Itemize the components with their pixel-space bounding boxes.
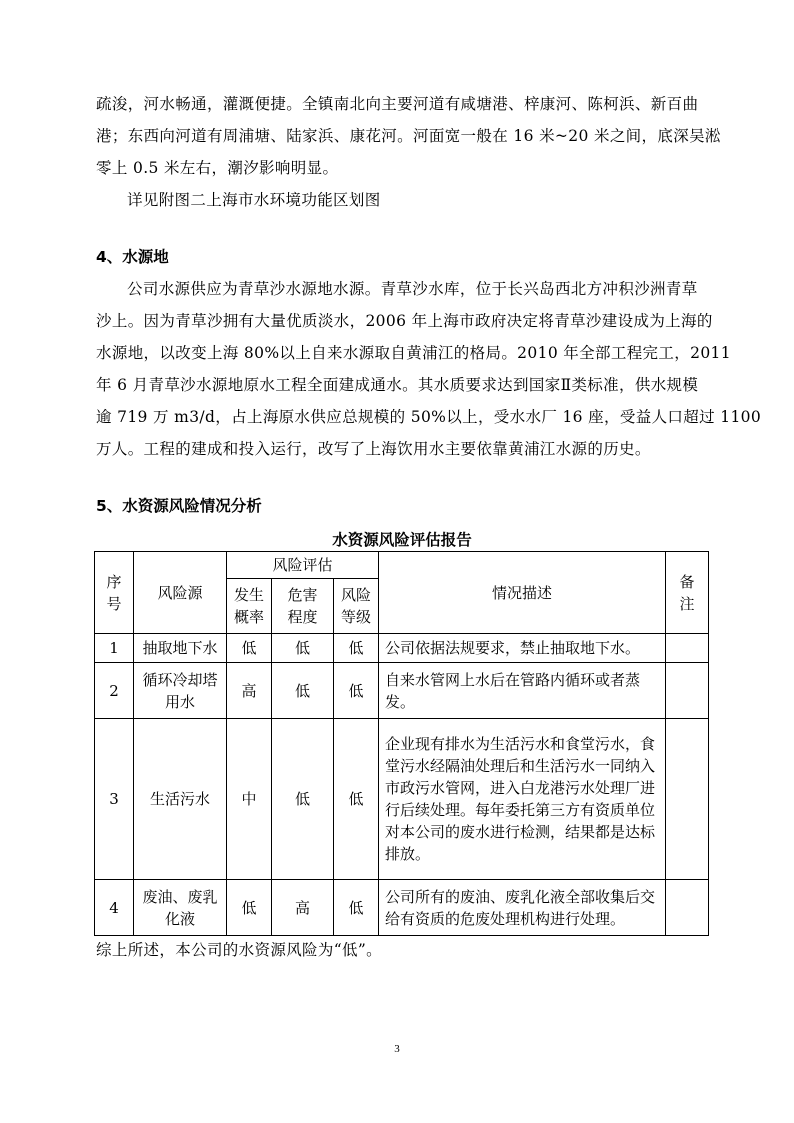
cell-seq: 4	[95, 880, 134, 936]
cell-severity: 低	[272, 663, 334, 719]
cell-remarks	[666, 719, 709, 880]
cell-level: 低	[334, 634, 379, 663]
cell-severity: 低	[272, 719, 334, 880]
page-number: 3	[394, 1043, 400, 1055]
cell-level: 低	[334, 880, 379, 936]
paragraph-line: 零上 0.5 米左右，潮汐影响明显。	[96, 159, 339, 177]
paragraph-line: 疏浚，河水畅通，灌溉便捷。全镇南北向主要河道有咸塘港、梓康河、陈柯浜、新百曲	[96, 95, 699, 113]
cell-seq: 3	[95, 719, 134, 880]
header-severity: 危害程度	[272, 579, 334, 634]
paragraph-line: 港；东西向河道有周浦塘、陆家浜、康花河。河面宽一般在 16 米~20 米之间，底深吴淞	[96, 127, 721, 145]
table-row	[95, 719, 709, 880]
cell-description: 公司依据法规要求，禁止抽取地下水。	[379, 634, 666, 663]
cell-remarks	[666, 663, 709, 719]
cell-source: 生活污水	[134, 719, 227, 880]
cell-probability: 低	[227, 634, 272, 663]
header-level: 风险等级	[334, 579, 379, 634]
header-seq: 序号	[95, 552, 134, 634]
cell-seq: 1	[95, 634, 134, 663]
cell-remarks	[666, 634, 709, 663]
paragraph-line: 万人。工程的建成和投入运行，改写了上海饮用水主要依靠黄浦江水源的历史。	[96, 440, 651, 458]
header-probability: 发生概率	[227, 579, 272, 634]
section-heading-risk-analysis: 5、水资源风险情况分析	[96, 497, 262, 515]
cell-severity: 高	[272, 880, 334, 936]
cell-source: 抽取地下水	[134, 634, 227, 663]
paragraph-line: 水源地，以改变上海 80%以上自来水源取自黄浦江的格局。2010 年全部工程完工，2011	[96, 344, 731, 362]
table-title: 水资源风险评估报告	[332, 531, 472, 549]
cell-probability: 中	[227, 719, 272, 880]
cell-probability: 高	[227, 663, 272, 719]
figure-reference: 详见附图二上海市水环境功能区划图	[127, 191, 381, 209]
cell-description: 自来水管网上水后在管路内循环或者蒸发。	[379, 663, 666, 719]
cell-description: 公司所有的废油、废乳化液全部收集后交给有资质的危废处理机构进行处理。	[379, 880, 666, 936]
header-description: 情况描述	[379, 552, 666, 634]
paragraph-line: 年 6 月青草沙水源地原水工程全面建成通水。其水质要求达到国家Ⅱ类标准，供水规模	[96, 376, 699, 394]
table-row	[95, 663, 709, 719]
cell-level: 低	[334, 719, 379, 880]
paragraph-line: 公司水源供应为青草沙水源地水源。青草沙水库，位于长兴岛西北方冲积沙洲青草	[127, 280, 698, 298]
paragraph-line: 沙上。因为青草沙拥有大量优质淡水，2006 年上海市政府决定将青草沙建设成为上海的	[96, 312, 713, 330]
cell-severity: 低	[272, 634, 334, 663]
cell-description: 企业现有排水为生活污水和食堂污水，食堂污水经隔油处理后和生活污水一同纳入市政污水管网，进入白龙港污水处理厂进行后续处理。每年委托第三方有资质单位对本公司的废水进行检测，结果都是达标排放。	[379, 719, 666, 880]
header-remarks: 备注	[666, 552, 709, 634]
risk-assessment-table	[94, 551, 709, 936]
cell-source: 循环冷却塔用水	[134, 663, 227, 719]
paragraph-line: 逾 719 万 m3/d，占上海原水供应总规模的 50%以上，受水水厂 16 座，受益人口超过 1100	[96, 408, 762, 426]
cell-remarks	[666, 880, 709, 936]
section-heading-water-source: 4、水源地	[96, 248, 169, 266]
cell-level: 低	[334, 663, 379, 719]
cell-probability: 低	[227, 880, 272, 936]
table-row	[95, 634, 709, 663]
cell-seq: 2	[95, 663, 134, 719]
header-source: 风险源	[134, 552, 227, 634]
header-row	[95, 552, 709, 579]
conclusion-text: 综上所述，本公司的水资源风险为“低”。	[96, 941, 382, 959]
table-row	[95, 880, 709, 936]
cell-source: 废油、废乳化液	[134, 880, 227, 936]
header-assessment: 风险评估	[227, 552, 379, 579]
